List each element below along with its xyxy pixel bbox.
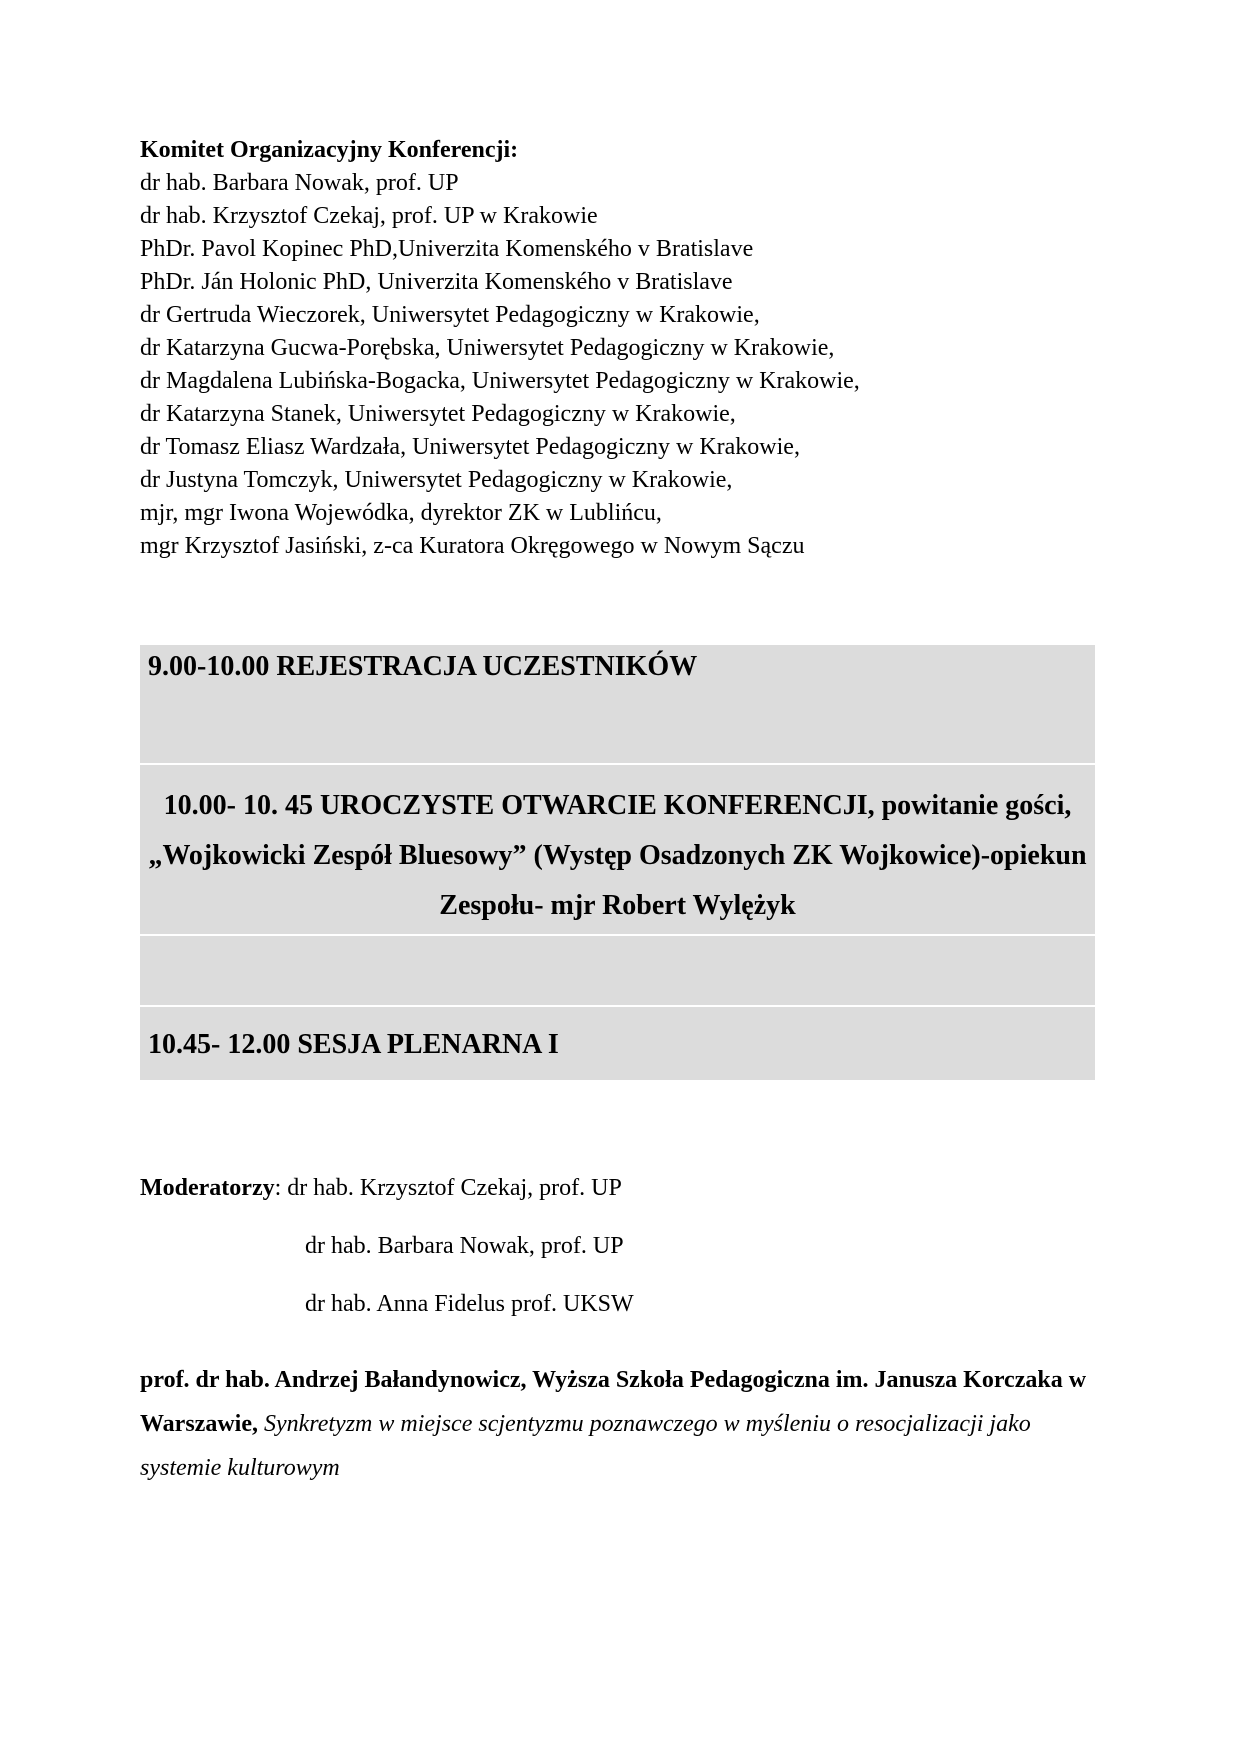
- moderators-section: [140, 1173, 1095, 1319]
- speech-paragraph: [140, 1358, 1095, 1490]
- plenary-heading: 10.45- 12.00 SESJA PLENARNA I: [148, 1029, 559, 1060]
- committee-member: dr Tomasz Eliasz Wardzała, Uniwersytet Pedagogiczny w Krakowie,: [140, 434, 800, 460]
- speech-speaker: prof. dr hab. Andrzej Bałandynowicz, Wyższa Szkoła Pedagogiczna im. Janusza Korczaka w Warszawie,: [140, 1367, 1087, 1437]
- opening-line: 10.00- 10. 45 UROCZYSTE OTWARCIE KONFERENCJI, powitanie gości,: [163, 790, 1072, 821]
- moderator-third: dr hab. Anna Fidelus prof. UKSW: [305, 1291, 634, 1317]
- committee-member: dr Katarzyna Gucwa-Porębska, Uniwersytet Pedagogiczny w Krakowie,: [140, 335, 835, 361]
- committee-member: dr Justyna Tomczyk, Uniwersytet Pedagogiczny w Krakowie,: [140, 467, 733, 493]
- committee-member: dr hab. Krzysztof Czekaj, prof. UP w Krakowie: [140, 203, 598, 229]
- committee-section: [140, 0, 1095, 563]
- schedule-row-registration: [140, 645, 1095, 763]
- moderator-second: dr hab. Barbara Nowak, prof. UP: [305, 1233, 624, 1259]
- committee-member: dr Magdalena Lubińska-Bogacka, Uniwersytet Pedagogiczny w Krakowie,: [140, 368, 860, 394]
- committee-member: mgr Krzysztof Jasiński, z-ca Kuratora Okręgowego w Nowym Sączu: [140, 533, 805, 559]
- committee-heading: Komitet Organizacyjny Konferencji:: [140, 137, 519, 163]
- committee-member: dr hab. Barbara Nowak, prof. UP: [140, 170, 459, 196]
- moderators-line-1: [140, 1173, 1095, 1203]
- committee-member: dr Katarzyna Stanek, Uniwersytet Pedagogiczny w Krakowie,: [140, 401, 736, 427]
- committee-member: dr Gertruda Wieczorek, Uniwersytet Pedagogiczny w Krakowie,: [140, 302, 760, 328]
- committee-list: [140, 167, 1095, 563]
- registration-heading: 9.00-10.00 REJESTRACJA UCZESTNIKÓW: [148, 651, 698, 682]
- speech-section: [140, 1358, 1095, 1490]
- schedule-row-empty: [140, 936, 1095, 1005]
- moderators-label: Moderatorzy: [140, 1175, 275, 1201]
- schedule-table: [140, 645, 1095, 1080]
- committee-member: PhDr. Pavol Kopinec PhD,Univerzita Komenského v Bratislave: [140, 236, 754, 262]
- opening-line: „Wojkowicki Zespół Bluesowy” (Występ Osadzonych ZK Wojkowice)-opiekun: [148, 840, 1087, 871]
- moderator-first: : dr hab. Krzysztof Czekaj, prof. UP: [274, 1175, 622, 1201]
- speech-title: Synkretyzm w miejsce scjentyzmu poznawczego w myśleniu o resocjalizacji jako systemie kulturowym: [140, 1411, 1031, 1481]
- schedule-row-opening: [140, 765, 1095, 934]
- opening-line: Zespołu- mjr Robert Wylężyk: [439, 890, 796, 921]
- committee-member: mjr, mgr Iwona Wojewódka, dyrektor ZK w Lublińcu,: [140, 500, 662, 526]
- schedule-row-plenary: [140, 1007, 1095, 1080]
- committee-member: PhDr. Ján Holonic PhD, Univerzita Komenského v Bratislave: [140, 269, 733, 295]
